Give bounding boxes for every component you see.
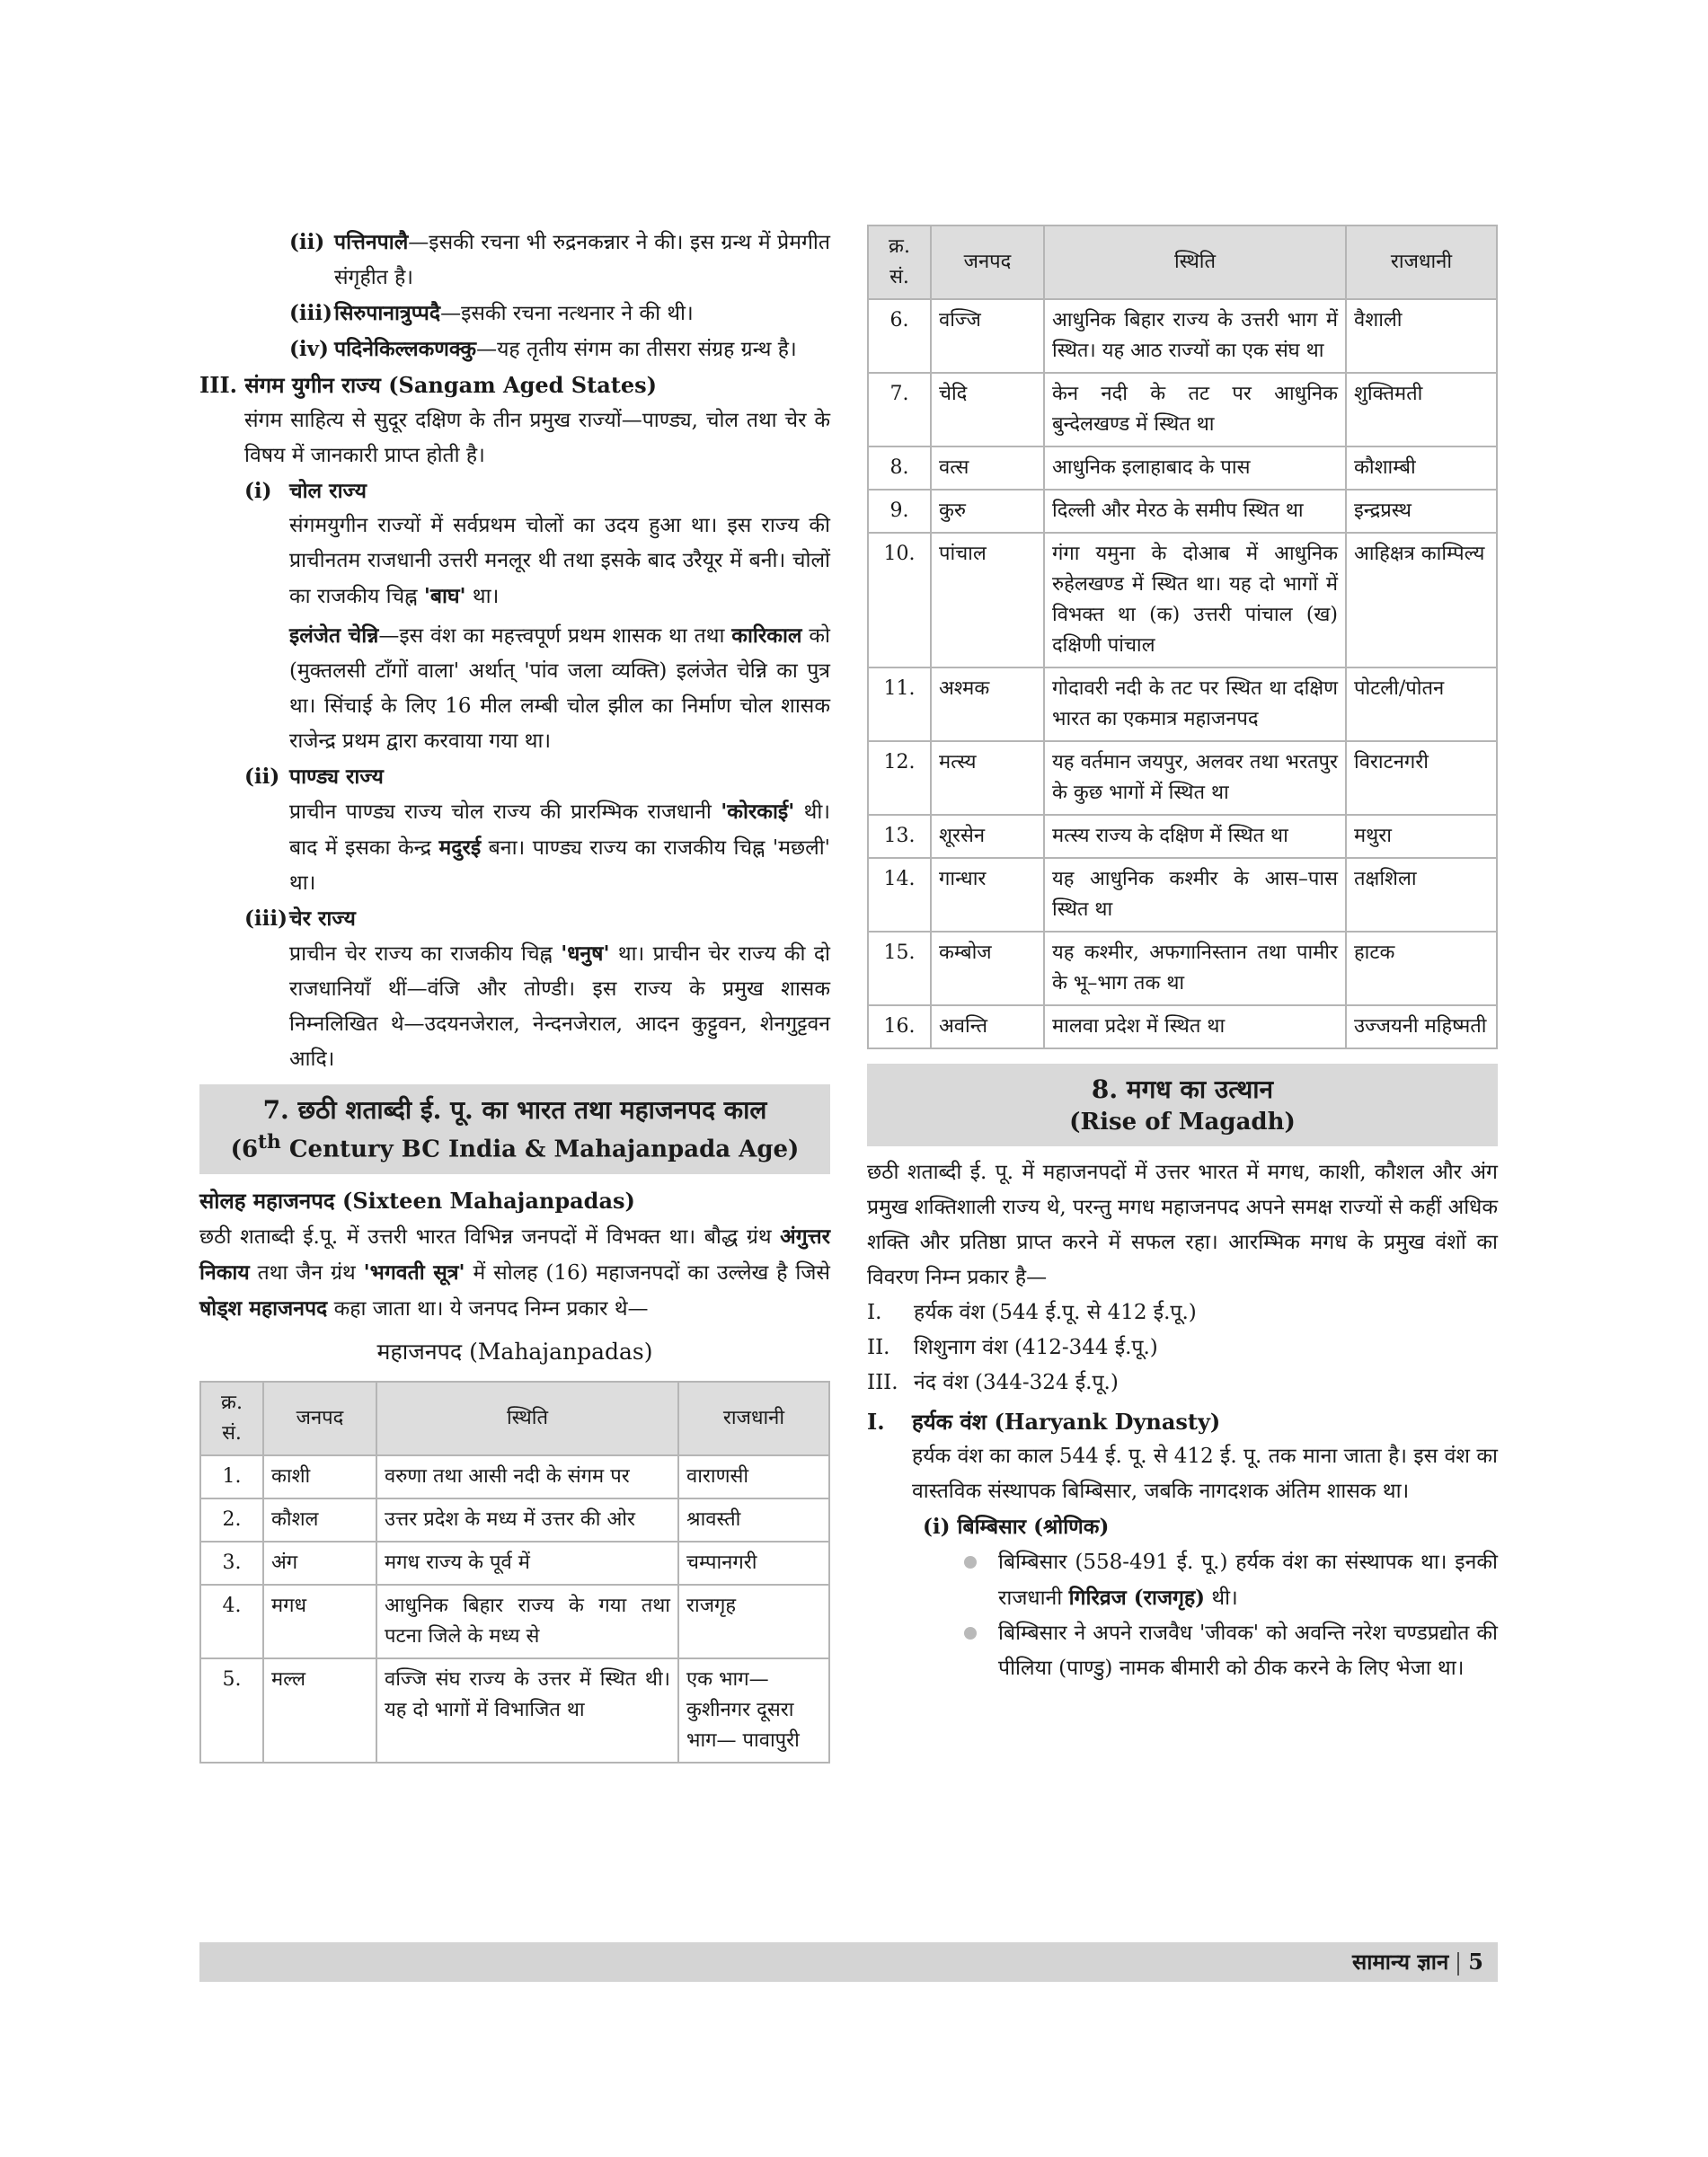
serial-cell: 15. [868, 932, 931, 1005]
table-row [200, 1455, 829, 1498]
table-header-row [868, 225, 1497, 299]
capital-cell: श्रावस्ती [678, 1498, 829, 1542]
haryank-paragraph: हर्यक वंश का काल 544 ई. पू. से 412 ई. पू. तक माना जाता है। इस वंश का वास्तविक संस्थापक बिम्बिसार, जबकि नागदशक अंतिम शासक था। [912, 1445, 1498, 1503]
haryank-heading: I. हर्यक वंश (Haryank Dynasty) [867, 1409, 1221, 1435]
serial-cell: 11. [868, 667, 931, 741]
janpad-cell: काशी [263, 1455, 376, 1498]
pandya-paragraph: प्राचीन पाण्ड्य राज्य चोल राज्य की प्रारम्भिक राजधानी 'कोरकाई' थी। बाद में इसका केन्द्र मदुरई बना। पाण्ड्य राज्य का राजकीय चिह्न 'मछली' था। [289, 800, 831, 895]
footer-label: सामान्य ज्ञान [1352, 1949, 1449, 1975]
serial-cell: 4. [200, 1585, 263, 1658]
serial-cell: 14. [868, 858, 931, 932]
table-row [868, 490, 1497, 533]
table-row [868, 667, 1497, 741]
item-number: (i) [244, 479, 272, 503]
janpad-cell: गान्धार [931, 858, 1044, 932]
serial-cell: 13. [868, 815, 931, 858]
header-location: स्थिति [376, 1382, 678, 1455]
page-number: 5 [1468, 1949, 1483, 1975]
bullet-icon [964, 1556, 977, 1569]
janpad-cell: मत्स्य [931, 741, 1044, 815]
capital-cell: विराटनगरी [1346, 741, 1497, 815]
table-row [868, 815, 1497, 858]
table-row [868, 446, 1497, 490]
list-item [289, 296, 830, 332]
location-cell: आधुनिक बिहार राज्य के गया तथा पटना जिले के मध्य से [376, 1585, 678, 1658]
bullet-item: बिम्बिसार (558-491 ई. पू.) हर्यक वंश का संस्थापक था। इनकी राजधानी गिरिव्रज (राजगृह) थी। [867, 1545, 1498, 1616]
location-cell: उत्तर प्रदेश के मध्य में उत्तर की ओर [376, 1498, 678, 1542]
chola-paragraph-2: इलंजेत चेन्नि—इस वंश का महत्त्वपूर्ण प्रथम शासक था तथा कारिकाल को (मुक्तलसी टाँगों वाला' अर्थात् 'पांव जला व्यक्ति) इलंजेत चेन्नि का पुत्र था। सिंचाई के लिए 16 मील लम्बी चोल झील का निर्माण चोल शासक राजेन्द्र प्रथम द्वारा करवाया गया था। [289, 623, 830, 753]
capital-cell: हाटक [1346, 932, 1497, 1005]
sangam-states-intro: संगम साहित्य से सुदूर दक्षिण के तीन प्रमुख राज्यों—पाण्ड्य, चोल तथा चेर के विषय में जानकारी प्राप्त होती है। [244, 409, 830, 467]
capital-cell: चम्पानगरी [678, 1542, 829, 1585]
location-cell: केन नदी के तट पर आधुनिक बुन्देलखण्ड में स्थित था [1044, 373, 1346, 446]
table-row [868, 741, 1497, 815]
table-row [200, 1585, 829, 1658]
right-column [867, 225, 1498, 1686]
serial-cell: 1. [200, 1455, 263, 1498]
chola-title: चोल राज्य [289, 479, 367, 503]
page-footer [199, 1942, 1498, 1982]
item-number: (iv) [289, 337, 329, 361]
chera-section [199, 901, 830, 1077]
header-serial: क्र. सं. [868, 225, 931, 299]
bullet-icon [964, 1627, 977, 1640]
janpad-cell: कौशल [263, 1498, 376, 1542]
item-name: सिरुपानात्रुप्पदै [334, 301, 441, 325]
table-row [200, 1658, 829, 1763]
janpad-cell: वज्जि [931, 299, 1044, 373]
section-8-subtitle: (Rise of Magadh) [1069, 1109, 1296, 1136]
location-cell: आधुनिक इलाहाबाद के पास [1044, 446, 1346, 490]
header-janpad: जनपद [263, 1382, 376, 1455]
janpad-cell: अश्मक [931, 667, 1044, 741]
location-cell: गोदावरी नदी के तट पर स्थित था दक्षिण भारत का एकमात्र महाजनपद [1044, 667, 1346, 741]
table-header-row [200, 1382, 829, 1455]
table-row [868, 299, 1497, 373]
serial-cell: 3. [200, 1542, 263, 1585]
item-text: —यह तृतीय संगम का तीसरा संग्रह ग्रन्थ है। [476, 338, 797, 361]
item-text: —इसकी रचना भी रुद्रनकन्नार ने की। इस ग्रन्थ में प्रेमगीत संगृहीत है। [334, 231, 830, 289]
capital-cell: आहिक्षत्र काम्पिल्य [1346, 533, 1497, 667]
item-number: (iii) [289, 301, 332, 325]
list-item: I. हर्यक वंश (544 ई.पू. से 412 ई.पू.) [867, 1301, 1197, 1324]
location-cell: मत्स्य राज्य के दक्षिण में स्थित था [1044, 815, 1346, 858]
capital-cell: इन्द्रप्रस्थ [1346, 490, 1497, 533]
serial-cell: 5. [200, 1658, 263, 1763]
location-cell: दिल्ली और मेरठ के समीप स्थित था [1044, 490, 1346, 533]
header-capital: राजधानी [678, 1382, 829, 1455]
sixteen-mahajanpadas-heading: सोलह महाजनपद (Sixteen Mahajanpadas) [199, 1187, 635, 1214]
sangam-texts-list [199, 225, 830, 367]
serial-cell: 6. [868, 299, 931, 373]
magadh-paragraph: छठी शताब्दी ई. पू. में महाजनपदों में उत्तर भारत में मगध, काशी, कौशल और अंग प्रमुख शक्तिशाली राज्य थे, परन्तु मगध महाजनपद अपने समक्ष राज्यों से कहीं अधिक शक्ति और प्रतिष्ठा प्राप्त करने में सफल रहा। आरम्भिक मगध के प्रमुख वंशों का विवरण निम्न प्रकार है— [867, 1161, 1498, 1289]
capital-cell: वैशाली [1346, 299, 1497, 373]
location-cell: गंगा यमुना के दोआब में आधुनिक रुहेलखण्ड में स्थित था। यह दो भागों में विभक्त था (क) उत्तरी पांचाल (ख) दक्षिणी पांचाल [1044, 533, 1346, 667]
section-7-subtitle: (6th Century BC India & Mahajanpada Age) [230, 1131, 800, 1163]
table-row [868, 932, 1497, 1005]
pandya-title: पाण्ड्य राज्य [289, 765, 384, 789]
table-row [868, 1005, 1497, 1048]
serial-cell: 8. [868, 446, 931, 490]
bullet-item: बिम्बिसार ने अपने राजवैध 'जीवक' को अवन्ति नरेश चण्डप्रद्योत की पीलिया (पाण्डु) नामक बीमारी को ठीक करने के लिए भेजा था। [867, 1616, 1498, 1686]
capital-cell: उज्जयनी महिष्मती [1346, 1005, 1497, 1048]
bimbisar-heading: (i) बिम्बिसार (श्रोणिक) [923, 1515, 1110, 1539]
item-number: (ii) [289, 230, 325, 254]
dynasty-list [867, 1295, 1498, 1401]
sixteen-mahajanpadas-paragraph: छठी शताब्दी ई.पू. में उत्तरी भारत विभिन्न जनपदों में विभक्त था। बौद्ध ग्रंथ अंगुत्तर निकाय तथा जैन ग्रंथ 'भगवती सूत्र' में सोलह (16) महाजनपदों का उल्लेख है जिसे षोड्श महाजनपद कहा जाता था। ये जनपद निम्न प्रकार थे— [199, 1224, 830, 1321]
capital-cell: पोटली/पोतन [1346, 667, 1497, 741]
header-location: स्थिति [1044, 225, 1346, 299]
table-row [200, 1498, 829, 1542]
item-name: पत्तिनपालै [334, 230, 409, 254]
list-item: III. नंद वंश (344-324 ई.पू.) [867, 1371, 1119, 1394]
section-7-title: 7. छठी शताब्दी ई. पू. का भारत तथा महाजनपद काल [262, 1095, 767, 1125]
janpad-cell: अंग [263, 1542, 376, 1585]
mahajanpada-table-left [199, 1381, 830, 1764]
capital-cell: शुक्तिमती [1346, 373, 1497, 446]
list-item: II. शिशुनाग वंश (412-344 ई.पू.) [867, 1336, 1158, 1359]
janpad-cell: वत्स [931, 446, 1044, 490]
item-name: पदिनेकिल्लकणक्कु [334, 337, 477, 361]
janpad-cell: कुरु [931, 490, 1044, 533]
capital-cell: वाराणसी [678, 1455, 829, 1498]
serial-cell: 16. [868, 1005, 931, 1048]
capital-cell: राजगृह [678, 1585, 829, 1658]
chera-paragraph: प्राचीन चेर राज्य का राजकीय चिह्न 'धनुष' था। प्राचीन चेर राज्य की दो राजधानियाँ थीं—वंजि और तोण्डी। इस राज्य के प्रमुख शासक निम्नलिखित थे—उदयनजेराल, नेन्दनजेराल, आदन कुट्टुवन, शेनगुट्टवन आदि। [289, 941, 831, 1071]
chola-section [199, 473, 830, 759]
serial-cell: 2. [200, 1498, 263, 1542]
header-capital: राजधानी [1346, 225, 1497, 299]
janpad-cell: कम्बोज [931, 932, 1044, 1005]
table-row [868, 533, 1497, 667]
footer-divider [1457, 1952, 1459, 1976]
location-cell: यह आधुनिक कश्मीर के आस–पास स्थित था [1044, 858, 1346, 932]
capital-cell: कौशाम्बी [1346, 446, 1497, 490]
location-cell: आधुनिक बिहार राज्य के उत्तरी भाग में स्थित। यह आठ राज्यों का एक संघ था [1044, 299, 1346, 373]
capital-cell: एक भाग— कुशीनगर दूसरा भाग— पावापुरी [678, 1658, 829, 1763]
pandya-section [199, 759, 830, 901]
location-cell: यह कश्मीर, अफगानिस्तान तथा पामीर के भू–भाग तक था [1044, 932, 1346, 1005]
location-cell: वज्जि संघ राज्य के उत्तर में स्थित थी। यह दो भागों में विभाजित था [376, 1658, 678, 1763]
location-cell: मालवा प्रदेश में स्थित था [1044, 1005, 1346, 1048]
capital-cell: मथुरा [1346, 815, 1497, 858]
item-number: (ii) [244, 765, 280, 789]
item-text: —इसकी रचना नत्थनार ने की थी। [440, 302, 694, 325]
mahajanpada-table-right [867, 225, 1498, 1049]
serial-cell: 10. [868, 533, 931, 667]
janpad-cell: शूरसेन [931, 815, 1044, 858]
table-row [868, 373, 1497, 446]
serial-cell: 7. [868, 373, 931, 446]
table-caption: महाजनपद (Mahajanpadas) [376, 1338, 653, 1365]
list-item [289, 225, 830, 296]
table-row [200, 1542, 829, 1585]
janpad-cell: चेदि [931, 373, 1044, 446]
left-column [199, 225, 830, 1764]
location-cell: वरुणा तथा आसी नदी के संगम पर [376, 1455, 678, 1498]
section-8-title: 8. मगध का उत्थान [1091, 1074, 1274, 1104]
location-cell: मगध राज्य के पूर्व में [376, 1542, 678, 1585]
serial-cell: 9. [868, 490, 931, 533]
section-8-heading-band [867, 1064, 1498, 1146]
janpad-cell: मगध [263, 1585, 376, 1658]
chola-paragraph-1: संगमयुगीन राज्यों में सर्वप्रथम चोलों का उदय हुआ था। इस राज्य की प्राचीनतम राजधानी उत्तरी मनलूर थी तथा इसके बाद उरैयूर में बनी। चोलों का राजकीय चिह्न 'बाघ' था। [289, 514, 830, 608]
capital-cell: तक्षशिला [1346, 858, 1497, 932]
header-janpad: जनपद [931, 225, 1044, 299]
janpad-cell: अवन्ति [931, 1005, 1044, 1048]
location-cell: यह वर्तमान जयपुर, अलवर तथा भरतपुर के कुछ भागों में स्थित था [1044, 741, 1346, 815]
section-heading-sangam-states: III. संगम युगीन राज्य (Sangam Aged States) [199, 372, 657, 398]
table-row [868, 858, 1497, 932]
janpad-cell: पांचाल [931, 533, 1044, 667]
chera-title: चेर राज्य [289, 906, 356, 931]
serial-cell: 12. [868, 741, 931, 815]
list-item [289, 332, 830, 367]
item-number: (iii) [244, 906, 288, 931]
janpad-cell: मल्ल [263, 1658, 376, 1763]
header-serial: क्र. सं. [200, 1382, 263, 1455]
section-7-heading-band [199, 1084, 830, 1174]
